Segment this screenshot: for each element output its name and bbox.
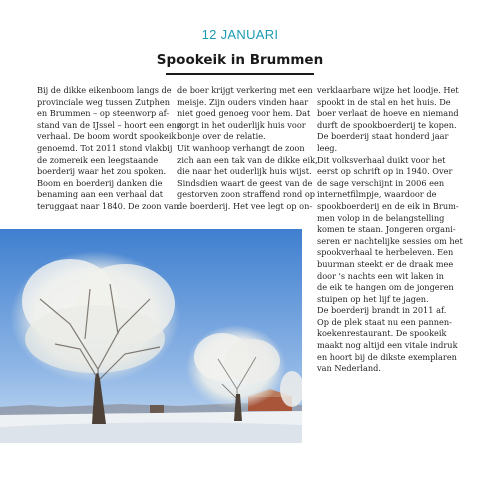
- text-line: die naar het ouderlijk huis wijst.: [177, 166, 312, 177]
- text-line: de boer krijgt verkering met een: [177, 85, 313, 95]
- text-line: en hoort bij de dikste exemplaren: [317, 351, 457, 362]
- text-line: buurman steekt er de draak mee: [317, 258, 454, 269]
- text-line: maakt nog altijd een vitale indruk: [317, 340, 458, 351]
- text-line: spookboerderij en de eik in Brum-: [317, 200, 459, 211]
- text-line: de sage verschijnt in 2006 een: [317, 177, 445, 188]
- text-line: durft de spookboerderij te kopen.: [317, 119, 457, 130]
- text-line: de zomereik een leegstaande: [37, 154, 159, 165]
- text-line: eerst op schrift op in 1940. Over: [317, 166, 453, 177]
- text-line: teruggaat naar 1840. De zoon van: [37, 200, 179, 211]
- text-line: boer verlaat de hoeve en niemand: [317, 108, 459, 119]
- text-line: De boerderij staat honderd jaar: [317, 131, 449, 142]
- text-line: Uit wanhoop verhangt de zoon: [177, 142, 305, 153]
- text-line: komen te staan. Jongeren organi-: [317, 224, 456, 235]
- text-line: boerderij waar het zou spoken.: [37, 166, 167, 177]
- text-line: spookverhaal te herbeleven. Een: [317, 247, 454, 258]
- text-line: niet goed genoeg voor hem. Dat: [177, 108, 311, 119]
- text-line: verhaal. De boom wordt spookeik: [37, 131, 177, 142]
- text-line: De boerderij brandt in 2011 af.: [317, 305, 447, 316]
- text-line: benaming aan een verhaal dat: [37, 189, 163, 200]
- text-line: de eik te hangen om de jongeren: [317, 282, 454, 293]
- text-line: genoemd. Tot 2011 stond vlakbij: [37, 142, 173, 153]
- text-line: provinciale weg tussen Zutphen: [37, 96, 171, 107]
- text-line: koekenrestaurant. De spookeik: [317, 328, 447, 339]
- text-line: seren er nachtelijke sessies om het: [317, 235, 463, 246]
- text-line: Dit volksverhaal duikt voor het: [317, 154, 446, 165]
- text-line: internetfilmpje, waardoor de: [317, 189, 437, 200]
- text-line: zorgt in het ouderlijk huis voor: [177, 119, 306, 130]
- snow-shadow: [0, 422, 302, 443]
- text-line: stand van de IJssel – hoort een eng: [37, 119, 183, 130]
- text-column-1: [37, 85, 183, 213]
- text-line: en Brummen – op steenworp af-: [37, 108, 170, 119]
- photo-frosted-oaks: [0, 229, 302, 443]
- text-column-2: [177, 85, 318, 213]
- text-line: Boom en boerderij danken die: [37, 177, 163, 188]
- text-line: men volop in de belangstelling: [317, 212, 445, 223]
- shed: [150, 405, 164, 413]
- text-line: Bij de dikke eikenboom langs de: [37, 85, 172, 95]
- text-line: leeg.: [317, 142, 338, 153]
- text-line: bonje over de relatie.: [177, 131, 266, 142]
- text-line: door 's nachts een wit laken in: [317, 270, 444, 281]
- page-title: Spookeik in Brummen: [156, 52, 324, 68]
- text-line: Op de plek staat nu een pannen-: [317, 316, 452, 327]
- text-line: verklaarbare wijze het loodje. Het: [317, 85, 459, 95]
- title-underline: [166, 73, 314, 75]
- text-line: meisje. Zijn ouders vinden haar: [177, 96, 309, 107]
- text-column-3: [317, 85, 463, 375]
- text-line: van Nederland.: [317, 363, 382, 374]
- text-line: stuipen op het lijf te jagen.: [317, 293, 429, 304]
- text-line: gestorven zoon straffend rond op: [177, 189, 316, 200]
- date-heading: 12 JANUARI: [201, 27, 279, 42]
- text-line: Sindsdien waart de geest van de: [177, 177, 313, 188]
- text-line: zich aan een tak van de dikke eik,: [177, 154, 318, 165]
- text-line: de boerderij. Het vee legt op on-: [177, 200, 313, 211]
- text-line: spookt in de stal en het huis. De: [317, 96, 451, 107]
